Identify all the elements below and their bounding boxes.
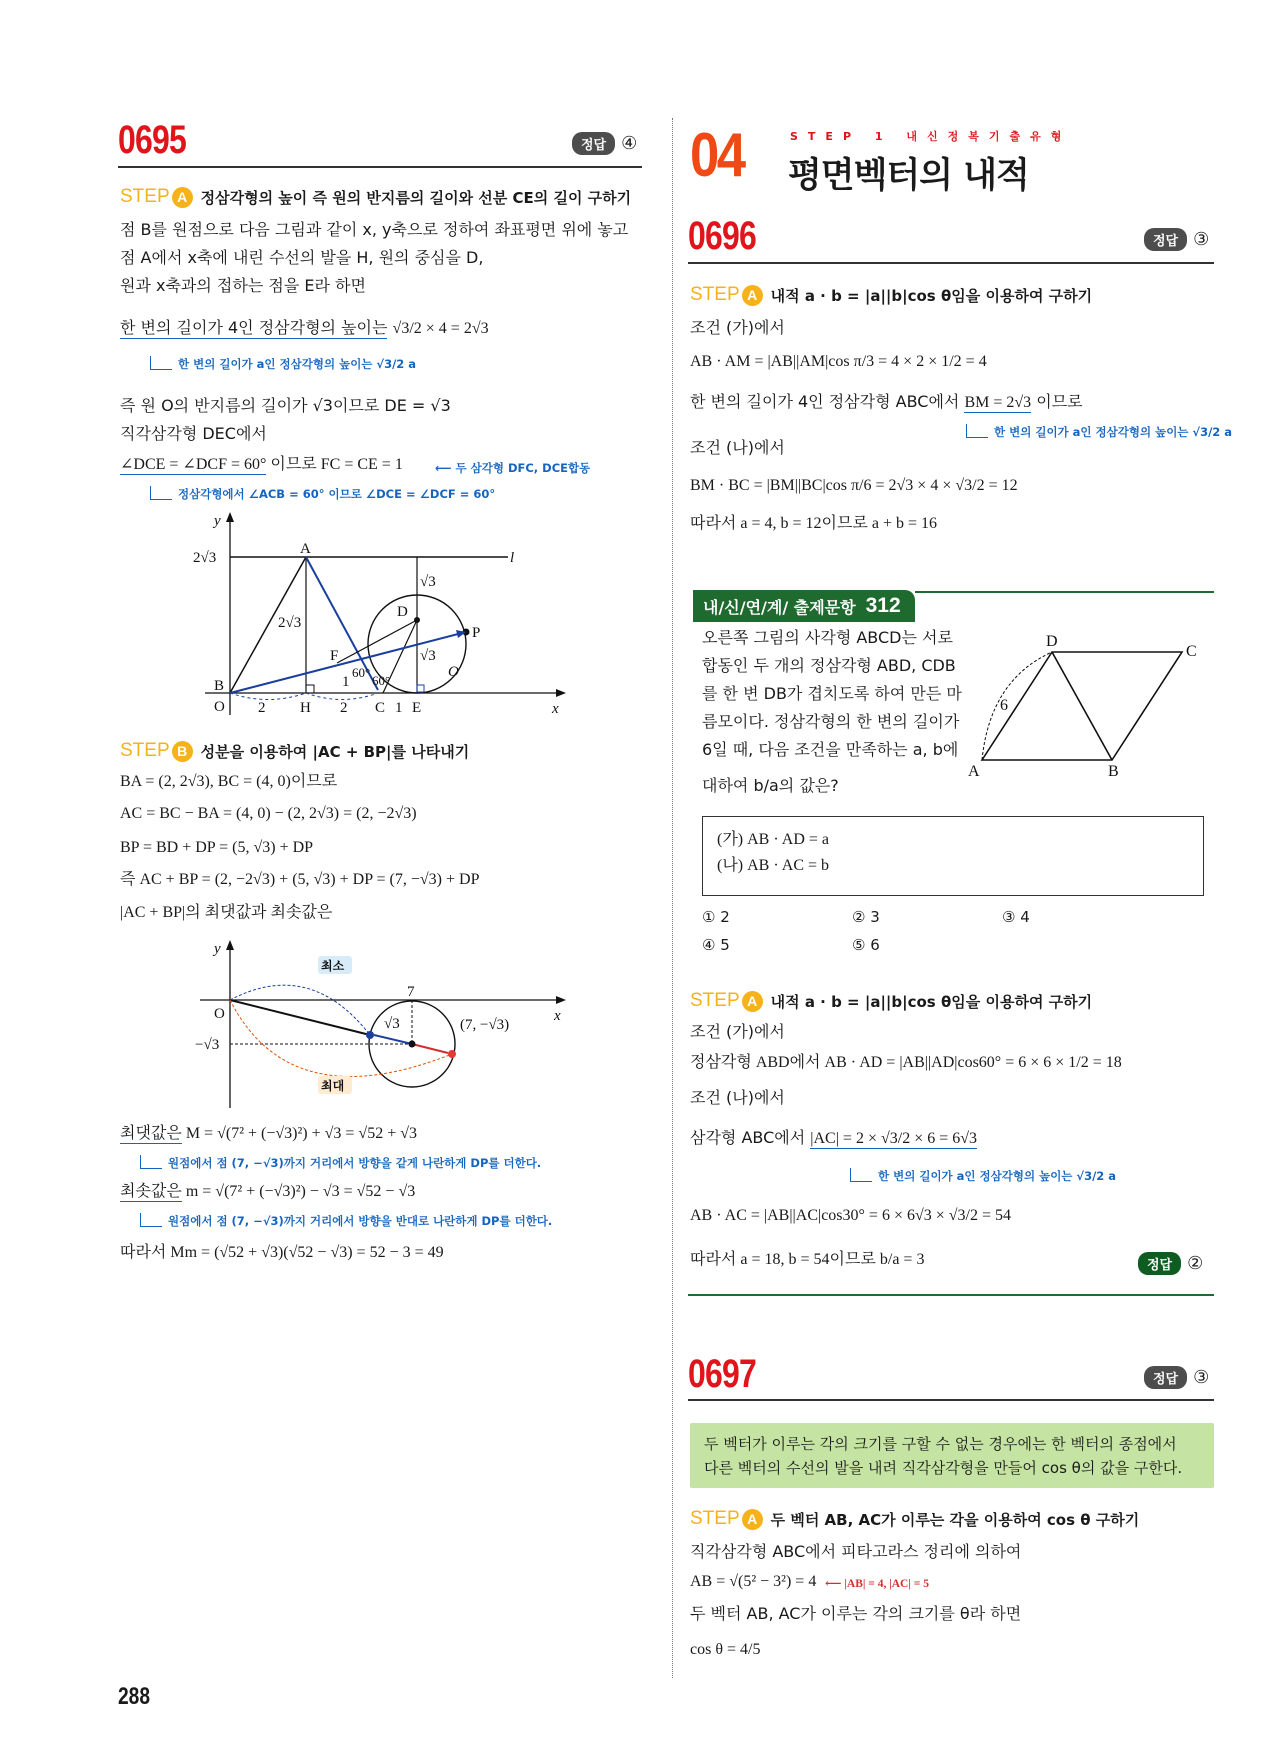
- question-line: 합동인 두 개의 정삼각형 ABD, CDB: [702, 656, 956, 675]
- conditions-box: [702, 816, 1204, 896]
- eq-line: 즉 AC + BP = (2, −2√3) + (5, √3) + DP = (7, −√3) + DP: [120, 871, 480, 888]
- final-line: 따라서 a = 18, b = 54이므로 b/a = 3: [690, 1251, 925, 1268]
- question-line: 름모이다. 정삼각형의 한 변의 길이가: [702, 712, 960, 731]
- eq-line: 정삼각형 ABD에서 AB · AD = |AB||AD|cos60° = 6 × 6 × 1/2 = 18: [690, 1054, 1122, 1071]
- note-red: ⟵ |AB| = 4, |AC| = 5: [825, 1578, 929, 1590]
- height-line: 한 변의 길이가 4인 정삼각형의 높이는 √3/2 × 4 = 2√3: [120, 318, 489, 337]
- answer-label: 정답: [1144, 1366, 1187, 1389]
- condition-a-label: 조건 (가)에서: [690, 318, 785, 337]
- radius-line: 즉 원 O의 반지름의 길이가 √3이므로 DE = √3: [120, 396, 451, 415]
- step-a-heading-0696: [690, 284, 1092, 306]
- svg-text:P: P: [472, 625, 481, 641]
- problem-number-0696: 0696: [688, 214, 756, 258]
- text-line: 직각삼각형 ABC에서 피타고라스 정리에 의하여: [690, 1542, 1022, 1561]
- step-b-heading-0695: [120, 740, 469, 762]
- svg-text:D: D: [397, 604, 408, 620]
- answer-badge-0696: [1144, 228, 1209, 251]
- chapter-step-header: STEP 1 내신정복기출유형: [790, 130, 1072, 143]
- answer-label: 정답: [1144, 228, 1187, 251]
- linked-problem-tab: 내/신/연/계/ 출제문항 312: [693, 590, 915, 622]
- note-min: 원점에서 점 (7, −√3)까지 거리에서 방향을 반대로 나란하게 DP를 더한다.: [140, 1213, 552, 1229]
- eq-line: AC = BC − BA = (4, 0) − (2, 2√3) = (2, −2√3): [120, 805, 417, 822]
- svg-text:B: B: [1108, 763, 1119, 780]
- angle-line: 두 벡터 AB, AC가 이루는 각의 크기를 θ라 하면: [690, 1604, 1022, 1623]
- right-triangle-line: 직각삼각형 DEC에서: [120, 424, 267, 443]
- problem-number-0697: 0697: [688, 1352, 756, 1396]
- cos-line: cos θ = 4/5: [690, 1641, 761, 1658]
- svg-text:A: A: [968, 763, 980, 780]
- text-line: 점 A에서 x축에 내린 수선의 발을 H, 원의 중심을 D,: [120, 248, 484, 267]
- svg-text:A: A: [300, 541, 311, 557]
- svg-text:l: l: [510, 550, 515, 566]
- svg-text:C: C: [1186, 643, 1197, 660]
- svg-text:최대: 최대: [321, 1079, 345, 1093]
- bm-line: 한 변의 길이가 4인 정삼각형 ABC에서 BM = 2√3 이므로: [690, 392, 1083, 411]
- eq-line: AB · AM = |AB||AM|cos π/3 = 4 × 2 × 1/2 = 4: [690, 353, 987, 370]
- svg-text:−√3: −√3: [195, 1037, 220, 1053]
- step-title: 내적 a · b = |a||b|cos θ임을 이용하여 구하기: [770, 992, 1093, 1011]
- svg-text:7: 7: [407, 984, 415, 1000]
- step-a-heading-0697: [690, 1508, 1139, 1530]
- angle-line: ∠DCE = ∠DCF = 60° 이므로 FC = CE = 1: [120, 456, 403, 473]
- answer-value: ④: [621, 133, 638, 154]
- text-line: 원과 x축과의 접하는 점을 E라 하면: [120, 276, 366, 295]
- linked-rule: [915, 591, 1214, 593]
- choice-4[interactable]: ④ 5: [702, 936, 730, 954]
- eq-line: AB = √(5² − 3²) = 4: [690, 1573, 817, 1590]
- step-label: STEP A: [690, 284, 763, 306]
- column-divider: [672, 118, 673, 1678]
- answer-badge-0695: [572, 132, 637, 155]
- problem-number-0695: 0695: [118, 118, 186, 162]
- note-congruent: ⟵ 두 삼각형 DFC, DCE합동: [435, 461, 591, 475]
- header-rule: [688, 1399, 1214, 1401]
- note-height: 한 변의 길이가 a인 정삼각형의 높이는 √3/2 a: [966, 424, 1232, 440]
- step-title: 성분을 이용하여 |AC + BP|를 나타내기: [200, 742, 470, 761]
- note-angle: 정삼각형에서 ∠ACB = 60° 이므로 ∠DCE = ∠DCF = 60°: [150, 486, 495, 502]
- chapter-title: 평면벡터의 내적: [788, 156, 1029, 196]
- eq-line: BM · BC = |BM||BC|cos π/6 = 2√3 × 4 × √3/2 = 12: [690, 477, 1018, 494]
- svg-text:√3: √3: [420, 648, 436, 664]
- ac-line: 삼각형 ABC에서 |AC| = 2 × √3/2 × 6 = 6√3: [690, 1128, 978, 1147]
- svg-text:E: E: [412, 700, 422, 715]
- figure-rhombus: [960, 630, 1210, 780]
- svg-text:2: 2: [258, 700, 266, 715]
- step-label: STEP A: [120, 186, 193, 208]
- header-rule: [118, 166, 642, 168]
- svg-text:B: B: [214, 678, 225, 694]
- svg-text:2√3: 2√3: [193, 550, 217, 566]
- max-line: 최댓값은 M = √(7² + (−√3)²) + √3 = √52 + √3: [120, 1125, 418, 1142]
- choice-2[interactable]: ② 3: [852, 908, 880, 926]
- text-line: 점 B를 원점으로 다음 그림과 같이 x, y축으로 정하여 좌표평면 위에 놓고: [120, 220, 629, 239]
- svg-text:y: y: [214, 941, 221, 957]
- svg-text:1: 1: [342, 674, 350, 690]
- svg-text:√3: √3: [420, 574, 436, 590]
- svg-text:O: O: [214, 699, 225, 715]
- eq-line: BA = (2, 2√3), BC = (4, 0)이므로: [120, 773, 338, 790]
- svg-text:H: H: [300, 700, 311, 715]
- answer-label: 정답: [572, 132, 615, 155]
- svg-text:60°: 60°: [372, 673, 391, 688]
- svg-text:x: x: [554, 1008, 561, 1024]
- answer-label: 정답: [1138, 1252, 1181, 1275]
- answer-choices: [702, 908, 1102, 954]
- note-height: 한 변의 길이가 a인 정삼각형의 높이는 √3/2 a: [150, 356, 416, 372]
- tip-line: 두 벡터가 이루는 각의 크기를 구할 수 없는 경우에는 한 벡터의 종점에서: [704, 1435, 1177, 1453]
- svg-text:최소: 최소: [321, 959, 345, 973]
- answer-value: ②: [1187, 1253, 1204, 1274]
- svg-text:D: D: [1046, 633, 1058, 650]
- question-line: 를 한 변 DB가 겹치도록 하여 만든 마: [702, 684, 962, 703]
- min-line: 최솟값은 m = √(7² + (−√3)²) − √3 = √52 − √3: [120, 1183, 416, 1200]
- answer-badge-0697: [1144, 1366, 1209, 1389]
- condition-b: (나) AB · AC = b: [717, 856, 830, 874]
- question-line: 6일 때, 다음 조건을 만족하는 a, b에: [702, 740, 959, 759]
- chapter-number: 04: [690, 121, 744, 190]
- choice-3[interactable]: ③ 4: [1002, 908, 1030, 926]
- condition-b-label: 조건 (나)에서: [690, 438, 785, 457]
- svg-text:√3: √3: [384, 1016, 400, 1032]
- figure-triangle-circle: [190, 510, 570, 715]
- svg-text:2√3: 2√3: [278, 615, 302, 631]
- eq-line: AB · AC = |AB||AC|cos30° = 6 × 6√3 × √3/2 = 54: [690, 1207, 1012, 1224]
- final-line: 따라서 a = 4, b = 12이므로 a + b = 16: [690, 515, 938, 532]
- svg-text:60°: 60°: [352, 665, 371, 680]
- step-label: STEP A: [690, 990, 763, 1012]
- step-title: 정삼각형의 높이 즉 원의 반지름의 길이와 선분 CE의 길이 구하기: [200, 188, 632, 207]
- step-title: 내적 a · b = |a||b|cos θ임을 이용하여 구하기: [770, 286, 1093, 305]
- svg-text:y: y: [214, 513, 221, 529]
- svg-text:(7, −√3): (7, −√3): [460, 1017, 510, 1033]
- choice-1[interactable]: ① 2: [702, 908, 730, 926]
- svg-text:1: 1: [395, 700, 403, 715]
- eq-line: BP = BD + DP = (5, √3) + DP: [120, 839, 314, 856]
- page-number: 288: [118, 1683, 151, 1710]
- svg-text:C: C: [375, 700, 386, 715]
- answer-value: ③: [1193, 229, 1210, 250]
- step-a-heading-linked: [690, 990, 1092, 1012]
- step-title: 두 벡터 AB, AC가 이루는 각을 이용하여 cos θ 구하기: [770, 1510, 1140, 1529]
- step-label: STEP A: [690, 1508, 763, 1530]
- question-line: 대하여 b/a의 값은?: [702, 776, 839, 795]
- svg-text:O: O: [214, 1006, 225, 1022]
- svg-text:O: O: [448, 664, 459, 680]
- svg-text:F: F: [330, 648, 339, 664]
- question-line: 오른쪽 그림의 사각형 ABCD는 서로: [702, 628, 953, 647]
- step-a-heading-0695: [120, 186, 631, 208]
- answer-badge-linked: [1138, 1252, 1203, 1275]
- note-height: 한 변의 길이가 a인 정삼각형의 높이는 √3/2 a: [850, 1168, 1116, 1184]
- condition-b-label: 조건 (나)에서: [690, 1088, 785, 1107]
- final-line: 따라서 Mm = (√52 + √3)(√52 − √3) = 52 − 3 = 49: [120, 1244, 444, 1261]
- tip-box: [690, 1423, 1214, 1488]
- note-max: 원점에서 점 (7, −√3)까지 거리에서 방향을 같게 나란하게 DP를 더한다.: [140, 1155, 541, 1171]
- tip-line: 다른 벡터의 수선의 발을 내려 직각삼각형을 만들어 cos θ의 값을 구한다.: [704, 1459, 1183, 1477]
- choice-5[interactable]: ⑤ 6: [852, 936, 880, 954]
- answer-value: ③: [1193, 1367, 1210, 1388]
- step-label: STEP B: [120, 740, 193, 762]
- figure-max-min: [190, 938, 570, 1108]
- condition-a-label: 조건 (가)에서: [690, 1022, 785, 1041]
- linked-end-rule: [688, 1294, 1214, 1296]
- svg-text:6: 6: [1000, 697, 1008, 714]
- condition-a: (가) AB · AD = a: [717, 831, 830, 848]
- eq-line: |AC + BP|의 최댓값과 최솟값은: [120, 904, 333, 921]
- svg-text:x: x: [552, 701, 559, 715]
- header-rule: [688, 262, 1214, 264]
- svg-text:2: 2: [340, 700, 348, 715]
